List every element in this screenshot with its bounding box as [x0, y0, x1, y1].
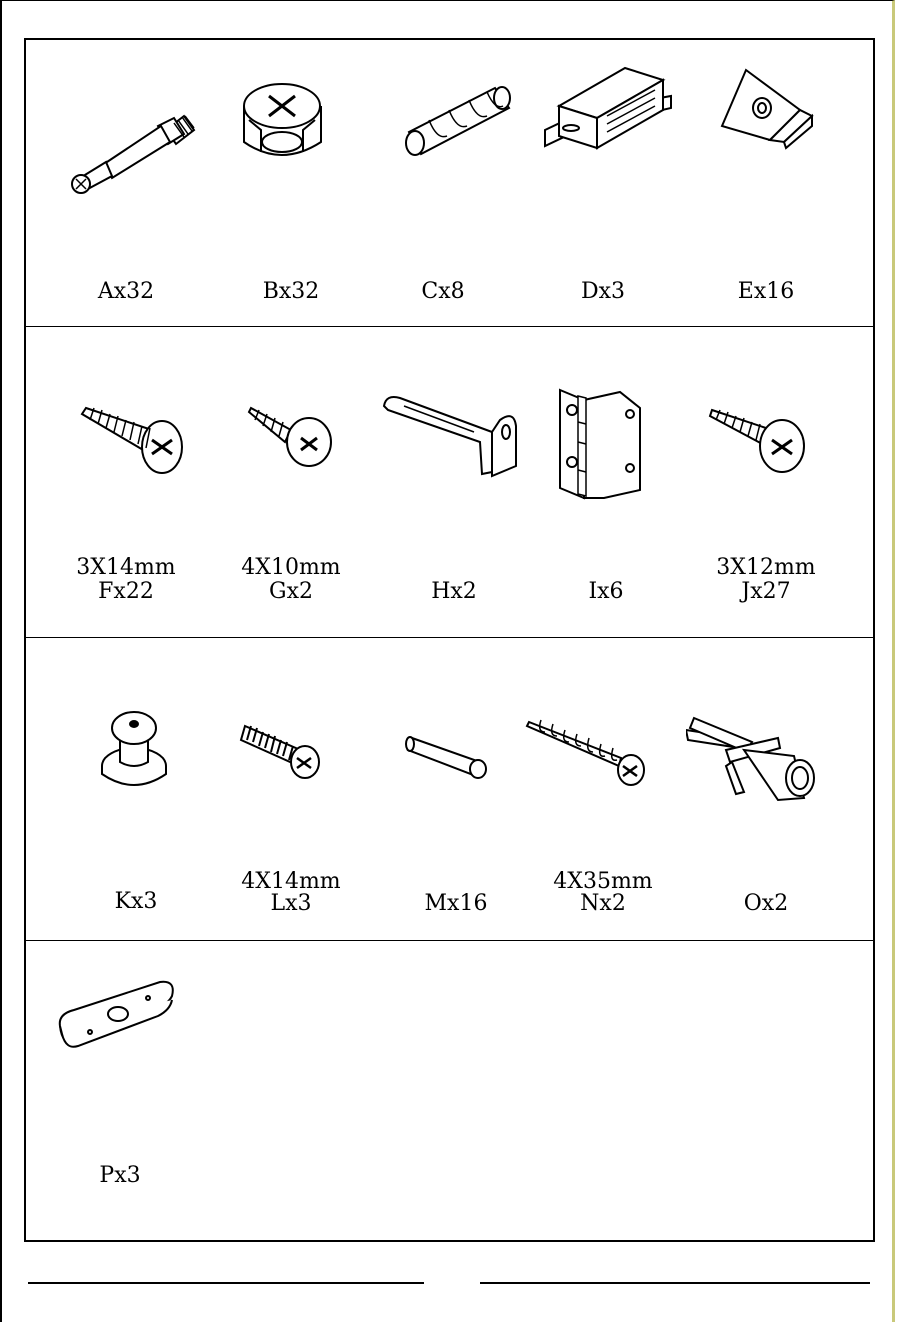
- part-d: [523, 60, 683, 360]
- part-a: [46, 60, 206, 360]
- part-label: Mx16: [424, 891, 488, 916]
- part-h: [374, 370, 534, 670]
- part-g: [211, 370, 371, 670]
- part-label: Ox2: [743, 891, 789, 916]
- part-label: Jx27: [741, 579, 791, 604]
- l-bracket-icon: [374, 370, 534, 510]
- part-label: Lx3: [270, 891, 312, 916]
- part-size: 3X12mm: [716, 555, 816, 580]
- wall-anchor-icon: [686, 690, 846, 830]
- footer-line-left: [28, 1282, 424, 1284]
- part-size: 3X14mm: [76, 555, 176, 580]
- flat-head-screw-icon: [686, 370, 846, 510]
- part-label: Cx8: [421, 279, 465, 304]
- part-label: Ex16: [737, 279, 795, 304]
- pan-head-screw-icon: [211, 370, 371, 510]
- part-o: [686, 690, 846, 990]
- connector-plate-icon: [40, 970, 200, 1090]
- part-n: [523, 690, 683, 990]
- part-label: Kx3: [114, 889, 158, 914]
- part-label: Hx2: [431, 579, 477, 604]
- part-label: Ix6: [588, 579, 624, 604]
- part-label: Gx2: [269, 579, 313, 604]
- knob-icon: [56, 690, 216, 830]
- wood-dowel-icon: [363, 60, 523, 210]
- corner-block-icon: [686, 60, 846, 210]
- part-e: [686, 60, 846, 360]
- long-screw-icon: [523, 690, 683, 830]
- part-f: [46, 370, 206, 670]
- part-label: Bx32: [262, 279, 320, 304]
- cam-bolt-icon: [46, 60, 206, 210]
- machine-screw-icon: [211, 690, 371, 830]
- part-k: [56, 690, 216, 990]
- cam-lock-icon: [211, 60, 371, 210]
- part-b: [211, 60, 371, 360]
- part-size: 4X10mm: [241, 555, 341, 580]
- part-m: [376, 690, 536, 990]
- part-i: [526, 370, 686, 670]
- part-size: 4X35mm: [553, 869, 653, 894]
- part-c: [363, 60, 523, 360]
- part-j: [686, 370, 846, 670]
- magnetic-catch-icon: [523, 60, 683, 210]
- footer-line-right: [480, 1282, 870, 1284]
- part-label: Ax32: [97, 279, 155, 304]
- hinge-icon: [526, 370, 686, 510]
- flat-head-screw-icon: [46, 370, 206, 510]
- part-label: Dx3: [580, 279, 626, 304]
- part-p: [40, 970, 200, 1270]
- part-label: Fx22: [98, 579, 154, 604]
- part-label: Nx2: [580, 891, 626, 916]
- part-l: [211, 690, 371, 990]
- part-size: 4X14mm: [241, 869, 341, 894]
- part-label: Px3: [99, 1163, 141, 1188]
- shelf-pin-icon: [376, 690, 536, 830]
